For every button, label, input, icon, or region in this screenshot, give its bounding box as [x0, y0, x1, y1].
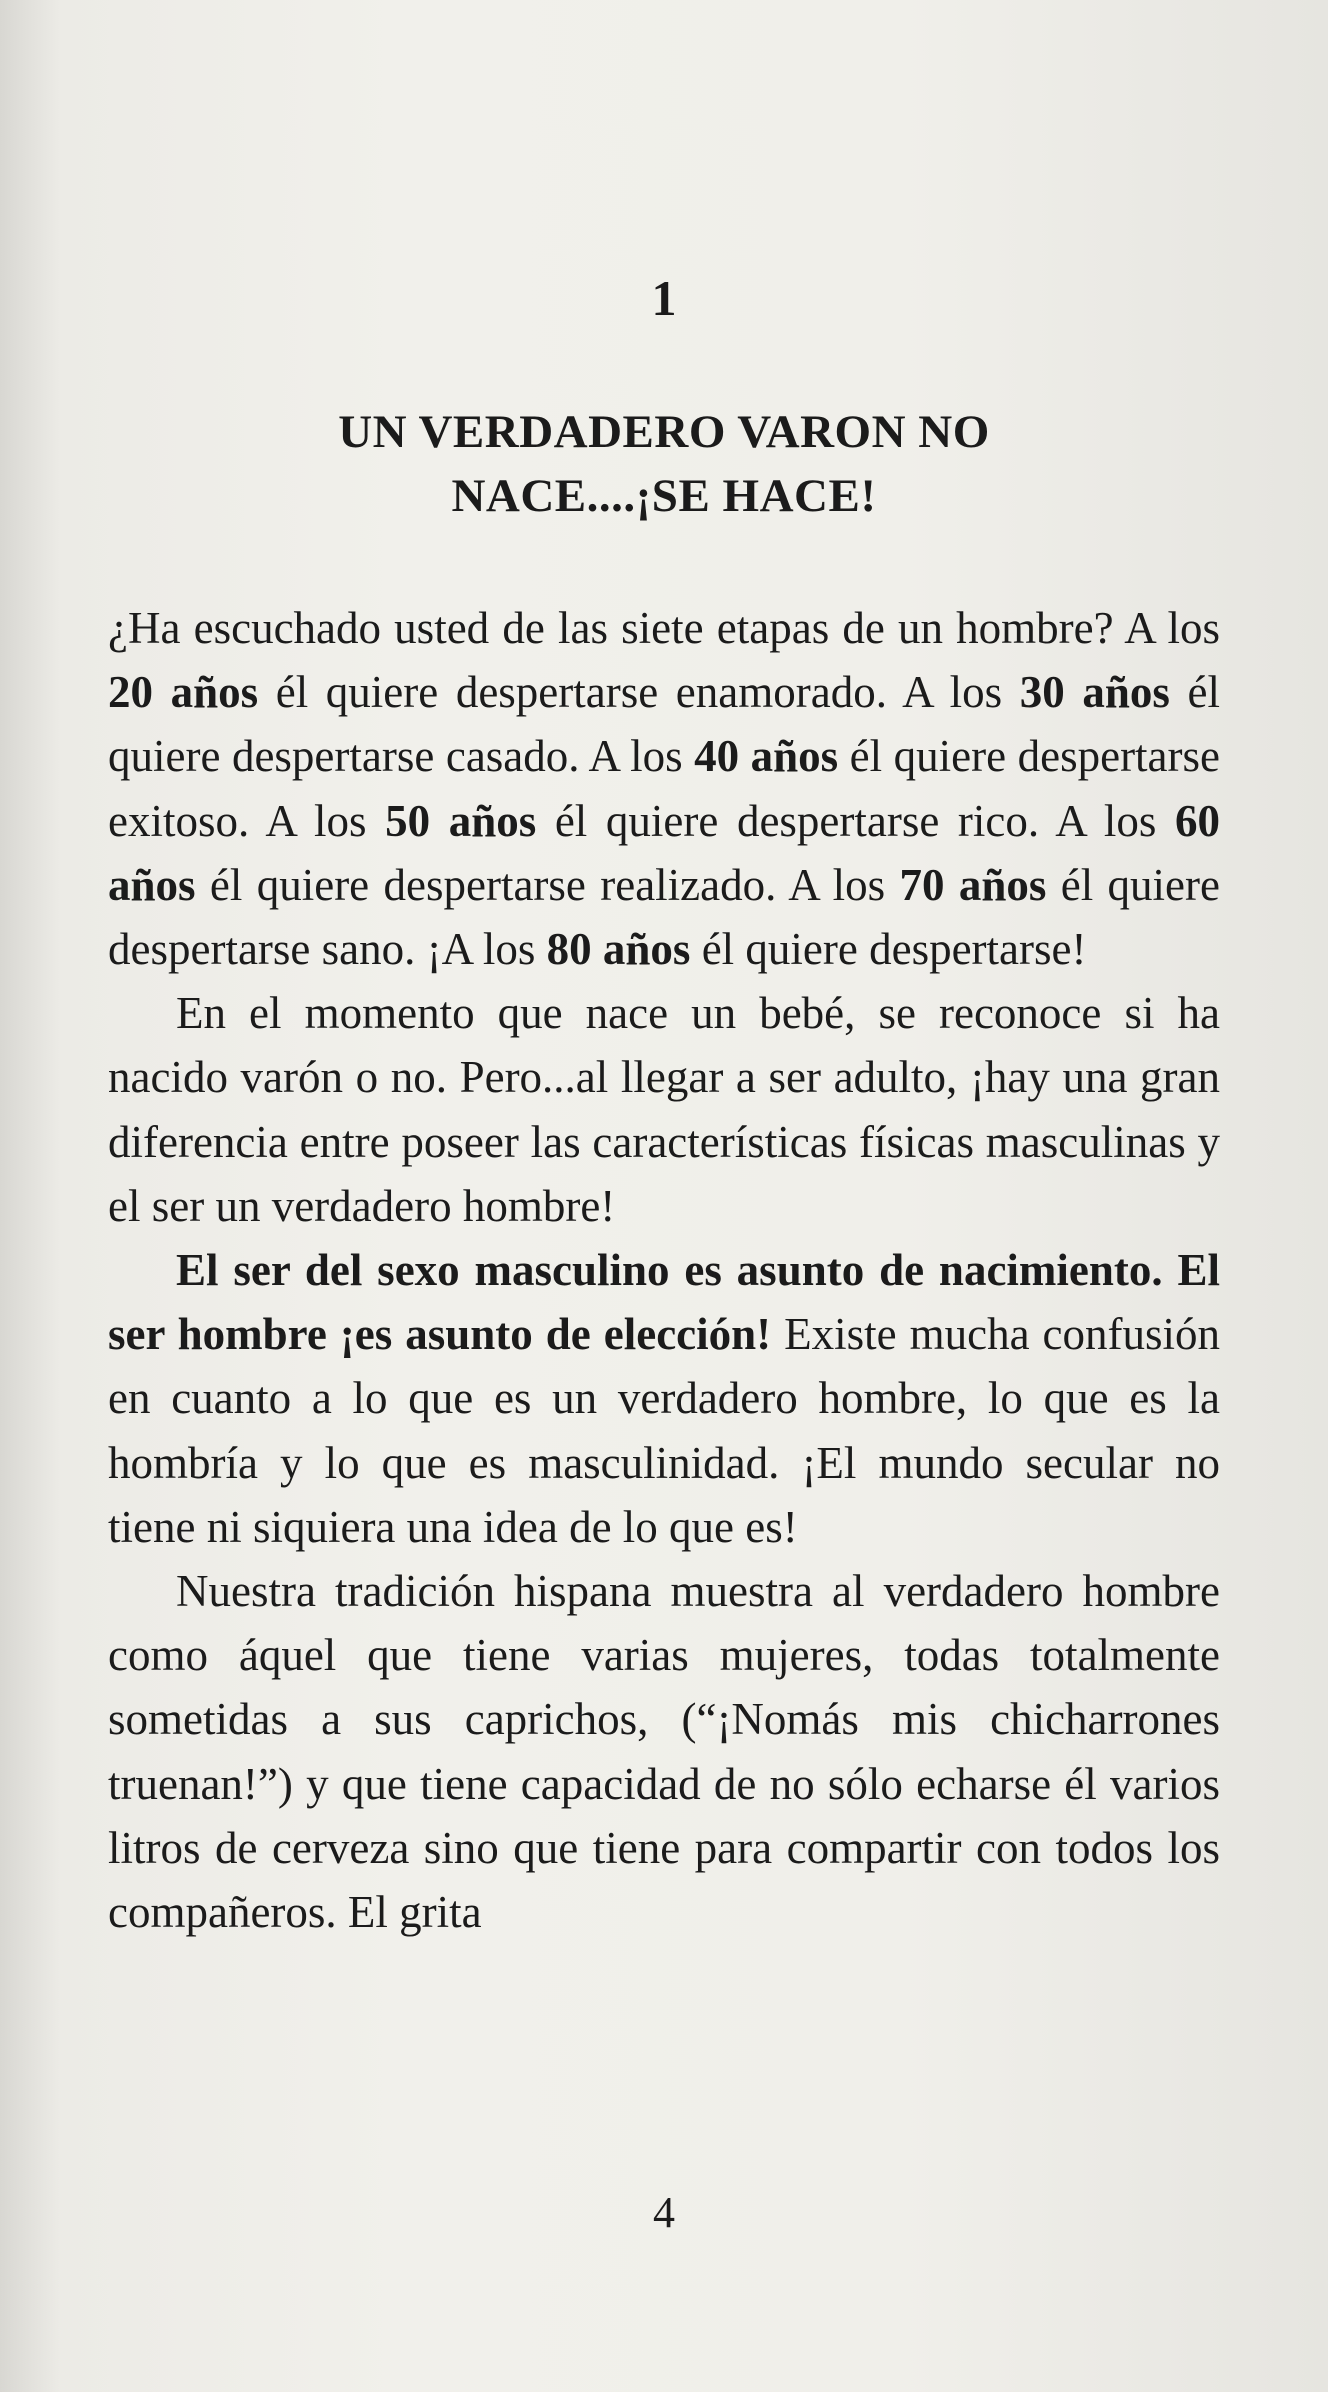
- body-text: [108, 596, 1220, 1944]
- paragraph-seven-stages: [108, 596, 1220, 981]
- paragraph-tradition: Nuestra tradición hispana muestra al verdadero hombre como áquel que tiene varias mujeres, todas totalmente sometidas a sus caprichos, (“¡Nomás mis chicharrones truenan!”) y que tiene capacidad de no sólo echarse él varios litros de cerveza sino que tiene para compartir con todos los compañeros. El grita: [108, 1566, 1220, 1938]
- chapter-title-line-1: UN VERDADERO VARON NO: [338, 406, 990, 458]
- bold-age: 80 años: [546, 924, 691, 975]
- paragraph-newborn: En el momento que nace un bebé, se reconoce si ha nacido varón o no. Pero...al llegar a ser adulto, ¡hay una gran diferencia entre poseer las características físicas masculinas y el ser un verdadero hombre!: [108, 988, 1220, 1231]
- chapter-title: [108, 400, 1220, 528]
- chapter-title-line-2: NACE....¡SE HACE!: [451, 470, 877, 522]
- text-run: él quiere despertarse rico. A los: [536, 795, 1175, 846]
- bold-age: 50 años: [385, 795, 537, 846]
- text-run: él quiere despertarse exitoso. A los: [108, 731, 1220, 846]
- text-run: él quiere despertarse sano. ¡A los: [108, 859, 1220, 975]
- bold-age: 70 años: [899, 859, 1047, 910]
- chapter-number: 1: [651, 270, 677, 326]
- text-run: él quiere despertarse realizado. A los: [195, 859, 900, 910]
- bold-age: 30 años: [1019, 667, 1170, 718]
- text-run: él quiere despertarse!: [690, 924, 1087, 975]
- bold-age: 60 años: [108, 795, 1220, 910]
- text-run: él quiere despertarse enamorado. A los: [258, 667, 1020, 718]
- page-number: 4: [653, 2188, 675, 2237]
- bold-statement: El ser del sexo masculino es asunto de nacimiento. El ser hombre ¡es asunto de elección!: [108, 1245, 1220, 1360]
- bold-age: 40 años: [694, 731, 839, 782]
- text-run: Existe mucha confusión en cuanto a lo que es un verdadero hombre, lo que es la hombría y lo que es masculinidad. ¡El mundo secular no tiene ni siquiera una idea de lo que es!: [108, 1309, 1221, 1552]
- paragraph-choice: [108, 1238, 1220, 1559]
- text-run: él quiere despertarse casado. A los: [108, 667, 1220, 782]
- text-run: ¿Ha escuchado usted de las siete etapas de un hombre? A los: [108, 603, 1220, 653]
- bold-age: 20 años: [108, 667, 259, 718]
